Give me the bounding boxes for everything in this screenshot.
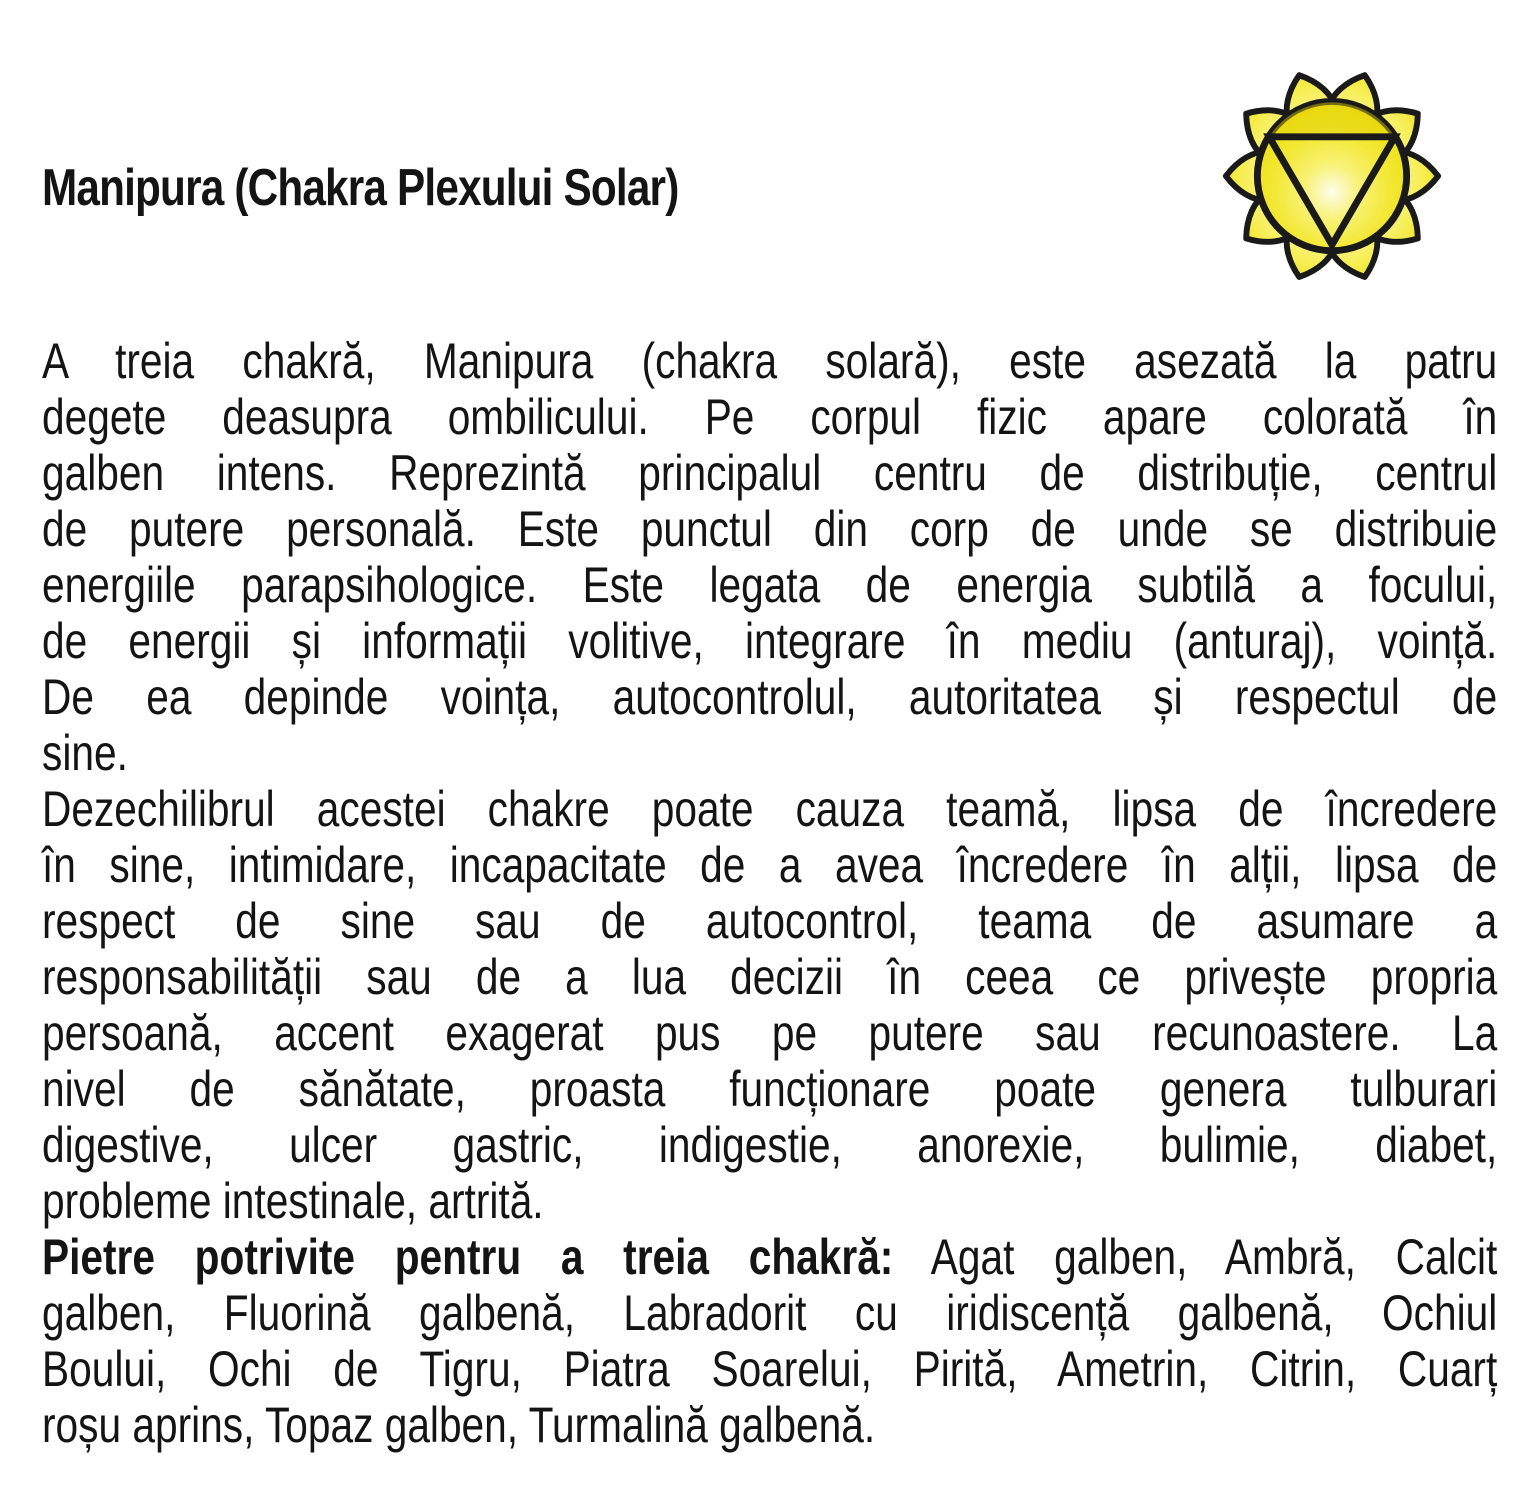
body-text-line: respect de sine sau de autocontrol, teama de asumare a <box>42 893 1498 949</box>
body-text-line: digestive, ulcer gastric, indigestie, anorexie, bulimie, diabet, <box>42 1117 1498 1173</box>
body-text-line: sine. <box>42 725 128 781</box>
body-text-line: responsabilității sau de a lua decizii în ceea ce privește propria <box>42 949 1498 1005</box>
manipura-chakra-icon <box>1216 68 1448 290</box>
body-text-line: Dezechilibrul acestei chakre poate cauza teamă, lipsa de încredere <box>42 781 1498 837</box>
body-text-line: A treia chakră, Manipura (chakra solară), este asezată la patru <box>42 333 1498 389</box>
body-text-line: degete deasupra ombilicului. Pe corpul fizic apare colorată în <box>42 389 1498 445</box>
page-title: Manipura (Chakra Plexului Solar) <box>42 159 679 217</box>
body-text-line: energiile parapsihologice. Este legata de energia subtilă a focului, <box>42 557 1498 613</box>
body-text-line: galben, Fluorină galbenă, Labradorit cu iridiscență galbenă, Ochiul <box>42 1285 1498 1341</box>
body-text-line: roșu aprins, Topaz galben, Turmalină galbenă. <box>42 1397 876 1453</box>
body-text-line: în sine, intimidare, incapacitate de a avea încredere în alții, lipsa de <box>42 837 1498 893</box>
body-text-line: de putere personală. Este punctul din corp de unde se distribuie <box>42 501 1498 557</box>
body-text-line <box>42 1229 1497 1285</box>
body-text-line: nivel de sănătate, proasta funcționare poate genera tulburari <box>42 1061 1498 1117</box>
body-text-line: galben intens. Reprezintă principalul centru de distribuție, centrul <box>42 445 1498 501</box>
body-text-line: Boului, Ochi de Tigru, Piatra Soarelui, Pirită, Ametrin, Citrin, Cuarț <box>42 1341 1498 1397</box>
body-text <box>42 333 1497 1453</box>
bold-lead-text: Pietre potrivite pentru a treia chakră: <box>42 1229 894 1285</box>
body-text-line: De ea depinde voința, autocontrolul, autoritatea și respectul de <box>42 669 1498 725</box>
body-text-line: persoană, accent exagerat pus pe putere sau recunoastere. La <box>42 1005 1498 1061</box>
body-text-line: probleme intestinale, artrită. <box>42 1173 544 1229</box>
plain-text: Agat galben, Ambră, Calcit <box>893 1229 1498 1285</box>
body-text-line: de energii și informații volitive, integrare în mediu (anturaj), voință. <box>42 613 1498 669</box>
